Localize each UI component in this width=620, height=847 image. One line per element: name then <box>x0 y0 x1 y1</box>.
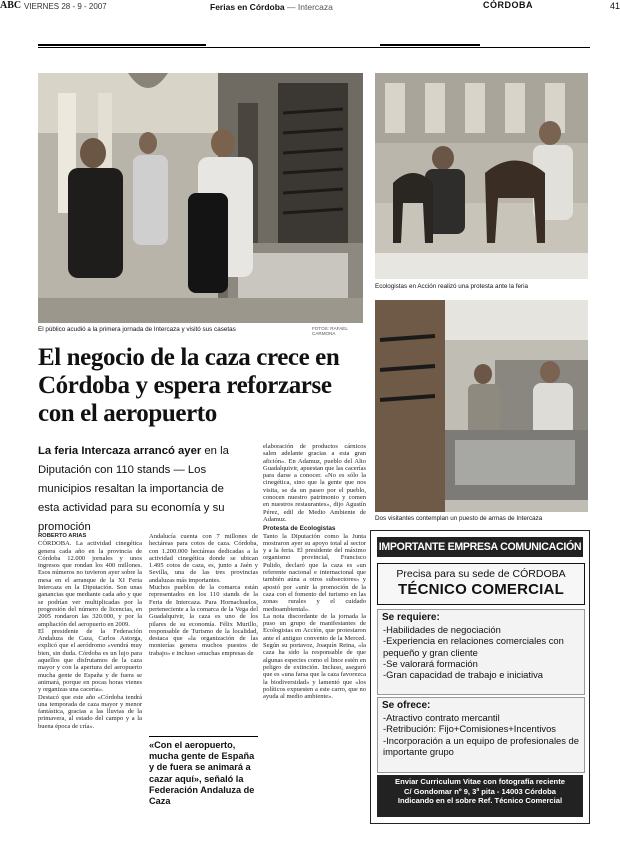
requirement-item: -Habilidades de negociación <box>383 624 501 636</box>
offer-item: -Atractivo contrato mercantil <box>383 712 500 724</box>
main-photo <box>38 73 363 323</box>
requirements-title: Se requiere: <box>382 612 440 623</box>
subsection-title: Intercaza <box>297 2 333 12</box>
protest-photo-caption: Ecologistas en Acción realizó una protesta ante la feria <box>375 283 528 290</box>
weapons-photo-caption: Dos visitantes contemplan un puesto de armas de Intercaza <box>375 515 543 522</box>
requirement-item: -Experiencia en relaciones comerciales con pequeño y gran cliente <box>383 635 564 658</box>
column-3-subhead: Protesta de Ecologistas <box>263 525 336 533</box>
weapons-stand-photo-image <box>375 300 588 512</box>
city-section: CÓRDOBA <box>483 0 533 10</box>
ad-contact-line-1: Enviar Curriculum Vitae con fotografía reciente <box>395 777 565 786</box>
offer-title: Se ofrece: <box>382 700 431 711</box>
column-2-text: Andalucía cuenta con 7 millones de hectáreas para cotos de caza. Córdoba, con 1.200.000 hectáreas dedicadas a la actividad cinegética donde se ubican 1.495 cotos de caza, es, junto a Jaén y Sevilla, una de las tres provincias andaluzas más importantes. Muchos pueblos de la comarca están representados en los 110 stands de la Feria de Intercaza. Para Hornachuelos, perteneciente a la comarca de la Vega del Guadalquivir, la caza es uno de los pilares de su economía. Félix Murillo, responsable de Turismo de la localidad, destaca que «la organización de las monterías genera muchos puestos de trabajo» e incluso «muchas empresas de <box>149 533 258 657</box>
page-number: 41 <box>609 1 620 11</box>
requirement-item: -Gran capacidad de trabajo e iniciativa <box>383 669 543 681</box>
ad-contact-line-3: Indicando en el sobre Ref. Técnico Comercial <box>397 796 563 805</box>
ad-offer <box>377 697 585 773</box>
section-title: Ferias en Córdoba <box>210 2 285 12</box>
header-rule-right <box>380 44 480 46</box>
subhead-bold: La feria Intercaza arrancó ayer <box>38 445 202 457</box>
subheadline <box>38 442 248 537</box>
section-label: Ferias en Córdoba — Intercaza <box>210 2 333 12</box>
header-rule <box>38 47 590 48</box>
protest-photo <box>375 73 588 279</box>
byline: ROBERTO ARIAS <box>38 533 87 539</box>
offer-item: -Incorporación a un equipo de profesionales de importante grupo <box>383 734 579 757</box>
pullquote-rule <box>149 736 258 737</box>
pull-quote: «Con el aeropuerto, mucha gente de España y de fuera se animará a cazar aquí», señaló la Federación Andaluza de Caza <box>149 740 255 807</box>
body-column-2 <box>149 533 258 733</box>
masthead: ABC <box>0 0 22 11</box>
ad-contact-line-2: C/ Gondomar nº 9, 3ª pita - 14003 Córdoba <box>403 786 556 796</box>
ad-contact <box>377 775 583 817</box>
main-photo-caption: El público acudió a la primera jornada de Intercaza y visitó sus casetas <box>38 326 236 333</box>
issue-date: VIERNES 28 - 9 - 2007 <box>24 2 107 11</box>
requirement-item: -Se valorará formación <box>383 657 478 669</box>
weapons-stand-photo <box>375 300 588 512</box>
job-advertisement <box>370 530 590 824</box>
subhead-rest: en la Diputación con 110 stands — Los municipios resaltan la importancia de esta actividad para su economía y su promoción <box>38 445 229 533</box>
ad-position-box <box>377 563 585 605</box>
body-column-1 <box>38 533 142 823</box>
column-3-text-b: Tanto la Diputación como la Junta mostraron ayer su apoyo total al sector y a la feria. El presidente del máximo organismo provincial, Francisco Pulido, declaró que la caza es «un referente nacional e internacional que también aúna a otros subsectores» y apostó por «unir la promoción de la caza con el fomento del turismo en las zonas rurales y el cuidado medioambiental». La nota discordante de la jornada la puso un grupo de manifestantes de Ecologistas en Acción, que protestaron ante el antiguo convento de la Merced. Según su portavoz, Joaquín Reina, «la caza ha sido la responsable de que algunas especies como el lince estén en peligro de extinción. Incluso, aseguró que es «una farsa que la caza favorezca la biodiversidad» y lamentó que «los políticos expuesten a este carro, que no ayuda al medio ambiente». <box>263 532 366 701</box>
ad-title: IMPORTANTE EMPRESA COMUNICACIÓN <box>377 537 583 557</box>
column-1-text: CÓRDOBA. La actividad cinegética genera cada año en la provincia de Córdoba 12.000 jornales y unos ingresos que rondan los 400 millones. Esos números no tuvieron ayer sobre la mesa en el arranque de la XI Feria Intercaza en la Diputación. Son unas ganancias que mediante cada año y que se podrían ver multiplicadas por la progresión del número de licencias, en 2005 rondaron las 320.000, y por la ampliación del aeropuerto en 2009. El presidente de la Federación Andaluza de Caza, Carlos Astorga, explicó que el aeródromo «vendrá muy bien, sin duda. Córdoba es un lujo para aquellos que disfrutamos de la caza mayor y con la apertura del aeropuerto mucha gente de España y de fuera se animará, porque en pocas horas vienes y organizas una cacería». Destacó que este año «Córdoba tendrá una temporada de caza mayor y menor fantástica, gracias a las lluvias de la primavera, al estado del campo y a la buena época de cría». <box>38 540 142 730</box>
ad-position-intro: Precisa para su sede de CÓRDOBA <box>396 568 566 580</box>
protest-photo-image <box>375 73 588 279</box>
header-rule-left <box>38 44 206 46</box>
column-3-text-a: elaboración de productos cárnicos salen adelante gracias a esta gran afición». En Adamuz, pueblo del Alto Guadalquivir, apuestan que las cacerías para darse a conocer. «No es sólo la cinegética, sino que la gente que nos visita, se da un paseo por el pueblo, conocen nuestro patrimonio y comen en nuestros restaurantes», dijo Agustín Pérez, edil de Medio Ambiente de Adamuz. <box>263 443 366 523</box>
photo-credit: FOTOS: RAFAEL CARMONA <box>312 326 348 336</box>
ad-requirements <box>377 609 585 695</box>
headline: El negocio de la caza crece en Córdoba y espera reforzarse con el aeropuerto <box>38 344 340 427</box>
offer-item: -Retribución: Fijo+Comisiones+Incentivos <box>383 723 556 735</box>
page-header <box>0 0 620 14</box>
ad-position-title: TÉCNICO COMERCIAL <box>398 581 564 598</box>
main-photo-image <box>38 73 363 323</box>
body-column-3 <box>263 443 366 823</box>
